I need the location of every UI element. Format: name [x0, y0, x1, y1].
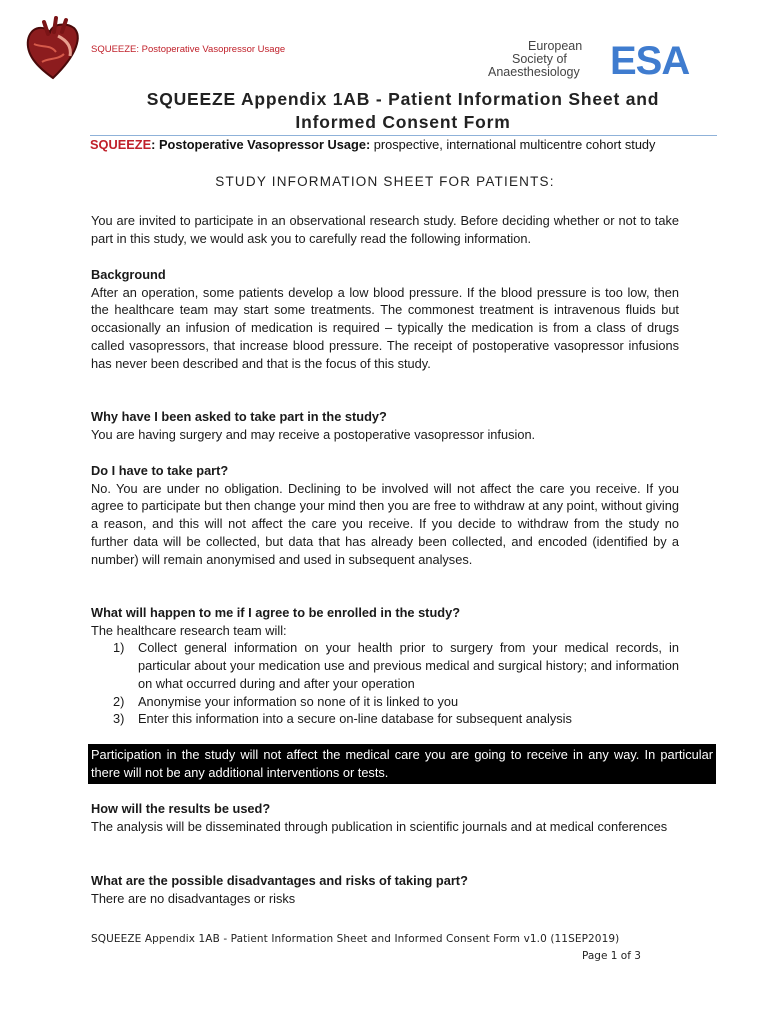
list-item: 3) Enter this information into a secure on-line database for subsequent analysis: [113, 711, 572, 727]
esa-line-1: European: [528, 39, 583, 53]
study-subtitle: [90, 137, 730, 153]
title-line-2: Informed Consent Form: [295, 112, 511, 132]
what-happens-heading: What will happen to me if I agree to be enrolled in the study?: [91, 605, 461, 620]
have-to-heading: Do I have to take part?: [91, 463, 229, 478]
esa-line-2: Society of: [512, 52, 567, 66]
subtitle-label: : Postoperative Vasopressor Usage:: [151, 137, 371, 152]
why-heading: Why have I been asked to take part in the study?: [91, 409, 387, 424]
background-section: [91, 266, 679, 372]
esa-letters: ESA: [610, 39, 690, 83]
header-study-tag: SQUEEZE: Postoperative Vasopressor Usage: [91, 44, 286, 55]
footer-document-id: SQUEEZE Appendix 1AB - Patient Information Sheet and Informed Consent Form v1.0 (11SEP2019): [91, 933, 620, 945]
participation-notice: Participation in the study will not affect the medical care you are going to receive in any way. In particular there will not be any additional interventions or tests.: [88, 744, 716, 784]
intro-paragraph: You are invited to participate in an observational research study. Before deciding whether or not to take part in this study, we would ask you to carefully read the following information.: [91, 213, 679, 246]
esa-logo: [486, 40, 696, 84]
have-to-section: [91, 462, 679, 568]
title-divider: [90, 135, 717, 136]
results-heading: How will the results be used?: [91, 801, 271, 816]
results-section: [91, 800, 679, 835]
results-text: The analysis will be disseminated through publication in scientific journals and at medical conferences: [91, 818, 668, 834]
what-happens-lead: The healthcare research team will:: [91, 622, 287, 638]
background-heading: Background: [91, 267, 166, 282]
esa-line-3: Anaesthesiology: [488, 65, 580, 79]
list-item: 1) Collect general information on your health prior to surgery from your medical records, in particular about your medication use and previous medical and surgical history; and information on what occurred during and after your operation: [113, 640, 679, 691]
footer-page-number: Page 1 of 3: [582, 950, 641, 962]
what-happens-section: [91, 604, 679, 728]
why-text: You are having surgery and may receive a postoperative vasopressor infusion.: [91, 426, 536, 442]
subtitle-description: prospective, international multicentre cohort study: [370, 137, 656, 152]
list-item: 2) Anonymise your information so none of it is linked to you: [113, 693, 459, 709]
subtitle-study-name: SQUEEZE: [90, 137, 152, 152]
why-section: [91, 408, 679, 443]
page-title: [80, 88, 726, 134]
enrollment-steps-list: [91, 639, 679, 728]
risks-section: [91, 872, 679, 907]
have-to-text: No. You are under no obligation. Declining to be involved will not affect the care you receive. If you agree to participate but then change your mind then you are free to withdraw at any point, without giving a reason, and this will not affect the care you receive. If you decide to withdraw from the study no further data will be collected, but data that has already been collected, and encoded (identified by a number) will remain anonymised and used in subsequent analyses.: [91, 480, 679, 567]
heart-logo-icon: [22, 14, 84, 82]
risks-text: There are no disadvantages or risks: [91, 890, 296, 906]
background-text: After an operation, some patients develop a low blood pressure. If the blood pressure is too low, then the healthcare team may start some treatments. The commonest treatment is intravenous fluids but occasionally an infusion of medication is required – typically the medication is from a class of drugs called vasopressors, that increase blood pressure. The receipt of postoperative vasopressor infusions has never been described and that is the focus of this study.: [91, 284, 679, 371]
title-line-1: SQUEEZE Appendix 1AB - Patient Information Sheet and: [146, 89, 660, 109]
section-heading: STUDY INFORMATION SHEET FOR PATIENTS:: [215, 174, 555, 189]
risks-heading: What are the possible disadvantages and risks of taking part?: [91, 873, 468, 888]
